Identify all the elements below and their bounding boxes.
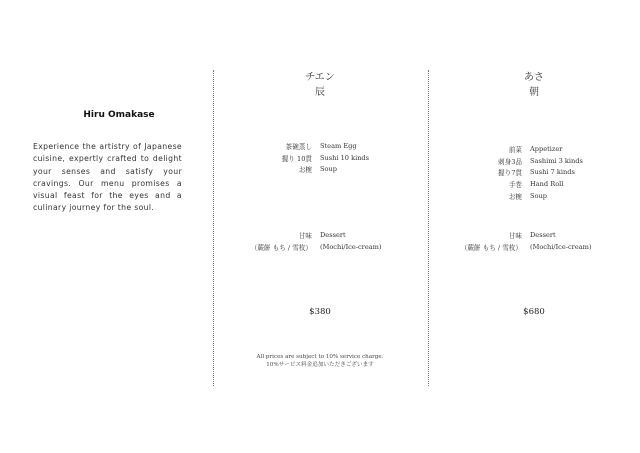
menu-item-en: Soup [320, 165, 337, 174]
menu-item-jp: 茶碗蒸し [285, 142, 312, 151]
menu-item [440, 190, 583, 202]
dessert-row [225, 229, 382, 241]
menu-item-en: Sashimi 3 kinds [530, 156, 583, 165]
intro-title: Hiru Omakase [83, 110, 155, 120]
menu-2-header [494, 70, 574, 100]
menu-1-price: $380 [309, 307, 331, 317]
menu-item-jp: 前菜 [508, 145, 522, 154]
menu-item-en: Sushi 10 kinds [320, 153, 370, 162]
dessert-jp: （蕨餅 もち / 雪枚） [460, 243, 522, 252]
menu-2-dessert [440, 229, 592, 252]
dessert-jp: （蕨餅 もち / 雪枚） [250, 243, 312, 252]
dessert-jp: 甘味 [508, 231, 522, 240]
dessert-jp: 甘味 [298, 231, 312, 240]
menu-item [225, 163, 369, 175]
menu-item-en: Steam Egg [320, 141, 357, 150]
menu-2-name-kana: あさ [524, 72, 544, 83]
service-charge-note-en: All prices are subject to 10% service charge. [256, 354, 384, 360]
menu-1-name-kana: チエン [305, 72, 335, 83]
menu-item [225, 152, 369, 164]
menu-item [225, 140, 369, 152]
menu-1-course-list [225, 140, 369, 175]
dessert-en: (Mochi/Ice-cream) [530, 242, 592, 251]
menu-1-dessert [225, 229, 382, 252]
menu-item-jp: 握り 10貫 [281, 154, 312, 163]
dessert-en: (Mochi/Ice-cream) [320, 242, 382, 251]
menu-2-price: $680 [523, 307, 545, 317]
dessert-row [225, 241, 382, 253]
column-divider-right [428, 70, 429, 386]
dessert-en: Dessert [320, 230, 346, 239]
menu-item [440, 178, 583, 190]
menu-item-jp: お椀 [508, 192, 522, 201]
column-divider-left [213, 70, 214, 386]
dessert-en: Dessert [530, 230, 556, 239]
service-charge-note [224, 353, 416, 369]
menu-item [440, 155, 583, 167]
menu-item-jp: 握り7貫 [498, 169, 522, 178]
menu-item-en: Hand Roll [530, 179, 564, 188]
menu-item [440, 166, 583, 178]
menu-2-name-kanji: 朝 [529, 87, 539, 98]
menu-item-jp: 刺身3品 [498, 157, 522, 166]
dessert-row [440, 241, 592, 253]
menu-item-en: Soup [530, 191, 547, 200]
menu-1-name-kanji: 辰 [315, 87, 325, 98]
menu-item-en: Sushi 7 kinds [530, 168, 575, 177]
intro-description: Experience the artistry of Japanese cuisine, expertly crafted to delight your senses and satisfy your cravings. Our menu promises a visual feast for the eyes and a culinary journey for the soul. [33, 142, 182, 213]
menu-item-jp: お椀 [298, 166, 312, 175]
menu-item [440, 143, 583, 155]
menu-2-course-list [440, 143, 583, 201]
menu-item-jp: 手巻 [508, 180, 522, 189]
menu-item-en: Appetizer [530, 144, 563, 153]
menu-1-header [280, 70, 360, 100]
service-charge-note-jp: 10%サービス料金追加いただきございます [266, 362, 374, 368]
dessert-row [440, 229, 592, 241]
